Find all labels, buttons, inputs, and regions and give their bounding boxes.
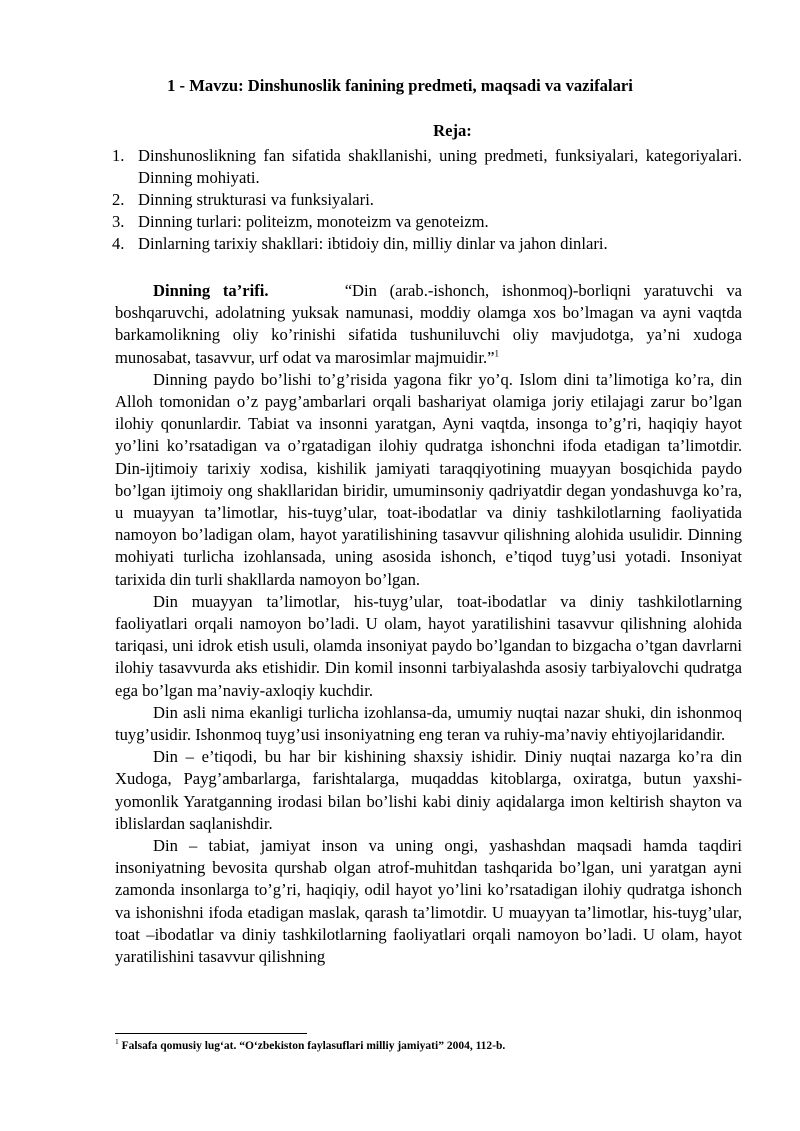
- plan-item: [112, 189, 742, 211]
- plan-item-number: 2.: [112, 190, 125, 209]
- plan-heading: Reja:: [433, 121, 472, 140]
- definition-label: Dinning ta’rifi.: [153, 281, 269, 300]
- definition-text: “Din (arab.-ishonch, ishonmoq)-borliqni yaratuvchi va boshqaruvchi, adolatning yuksak namunasi, moddiy olamga xos bo’lmagan va ayni vaqtda barkamolikning oliy ko’rinishi sifatida tushuniluvchi oliy mavjudotga, ya’ni xudoga munosabat, tasavvur, urf odat va marosimlar majmuidir.”: [115, 281, 742, 367]
- footnote: [115, 1037, 742, 1052]
- plan-item-number: 1.: [112, 146, 125, 165]
- plan-item-text: Dinlarning tarixiy shakllari: ibtidoiy din, milliy dinlar va jahon dinlari.: [138, 234, 608, 253]
- paragraph: Dinning paydo bo’lishi to’g’risida yagona fikr yo’q. Islom dini ta’limotiga ko’ra, din Alloh tomonidan o’z payg’ambarlari orqali bashariyat olamiga joriy etilajagi zarur bo’lgan ilohiy qonunlardir. Tabiat va insonni yaratgan, Ayni vaqtda, insonga to’g’ri, haqiqiy hayot yo’lini ko’rsatadigan va o’rgatadigan ilohiy qudratga ishonchni ifoda etadigan ta’limotdir. Din-ijtimoiy tarixiy xodisa, kishilik jamiyati taraqqiyotining muayyan bosqichida paydo bo’lgan ijtimoiy ong shakllaridan biridir, umuminsoniy qadriyatdir degan yondashuvga ko’ra, u muayyan ta’limotlar, his-tuyg’ular, toat-ibodatlar va diniy tashkilotlarning faoliyatida namoyon bo’ladigan olam, hayot yaratilishining tasavvur qilishning alohida usulidir. Dinning mohiyati turlicha izohlansada, uning asosida ishonch, e’tiqod tuyg’usi yotadi. Insoniyat tarixida din turli shakllarda namoyon bo’lgan.: [115, 369, 742, 589]
- plan-item-text: Dinning turlari: politeizm, monoteizm va genoteizm.: [138, 212, 489, 231]
- plan-item-text: Dinning strukturasi va funksiyalari.: [138, 190, 374, 209]
- footnote-number: 1: [115, 1037, 119, 1047]
- definition-paragraph: [115, 280, 742, 369]
- paragraph: Din – e’tiqodi, bu har bir kishining shaxsiy ishidir. Diniy nuqtai nazarga ko’ra din Xudoga, Payg’ambarlarga, farishtalarga, muqaddas kitoblarga, oxiratga, butun yaxshi- yomonlik Yaratganning irodasi bilan bo’lishi kabi diniy aqidalarga imon keltirish shayton va iblislardan saqlanishdir.: [115, 747, 742, 833]
- paragraph: Din – tabiat, jamiyat inson va uning ongi, yashashdan maqsadi hamda taqdiri insoniyatning bevosita qurshab olgan atrof-muhitdan tashqarida bo’lgan, uni yaratgan ayni zamonda insonlarga to’g’ri, haqiqiy, odil hayot yo’lini ko’rsatadigan ilohiy qudratga ishonch va ishonishni ifoda etadigan maslak, qarash ta’limotdir. U muayyan ta’limotlar, his-tuyg’ular, toat –ibodatlar va diniy tashkilotlarning faoliyatlari orqali namoyon bo’ladi. U olam, hayot yaratilishini tasavvur qilishning: [115, 836, 742, 967]
- plan-item-number: 3.: [112, 212, 125, 231]
- body-text: [115, 280, 742, 968]
- plan-item: [112, 145, 742, 189]
- plan-list: [112, 145, 742, 255]
- footnote-text: Falsafa qomusiy lug‘at. “O‘zbekiston faylasuflari milliy jamiyati” 2004, 112-b.: [121, 1040, 506, 1052]
- plan-item-number: 4.: [112, 234, 125, 253]
- footnote-ref[interactable]: 1: [494, 348, 500, 359]
- footnote-divider: [115, 1033, 307, 1034]
- plan-item-text: Dinshunoslikning fan sifatida shakllanishi, uning predmeti, funksiyalari, kategoriyalari. Dinning mohiyati.: [138, 146, 742, 187]
- page-title: 1 - Mavzu: Dinshunoslik fanining predmeti, maqsadi va vazifalari: [167, 76, 633, 95]
- plan-item: [112, 211, 742, 233]
- paragraph: Din asli nima ekanligi turlicha izohlansa-da, umumiy nuqtai nazar shuki, din ishonmoq tuyg’usidir. Ishonmoq tuyg’usi insoniyatning eng teran va ruhiy-ma’naviy ehtiyojlaridandir.: [115, 702, 742, 745]
- plan-item: [112, 233, 742, 255]
- paragraph: Din muayyan ta’limotlar, his-tuyg’ular, toat-ibodatlar va diniy tashkilotlarning faoliyatlari orqali namoyon bo’ladi. U olam, hayot yaratilishini tasavvur qilishning alohida tariqasi, uni idrok etish usuli, olamda insoniyat paydo bo’lgandan to bizgacha o’tgan davrlarni ilohiy tasavvurda aks etishidir. Din komil insonni tarbiyalashda asosiy tarbiyalovchi qudratga ega bo’lgan ma’naviy-axloqiy kuchdir.: [115, 591, 742, 700]
